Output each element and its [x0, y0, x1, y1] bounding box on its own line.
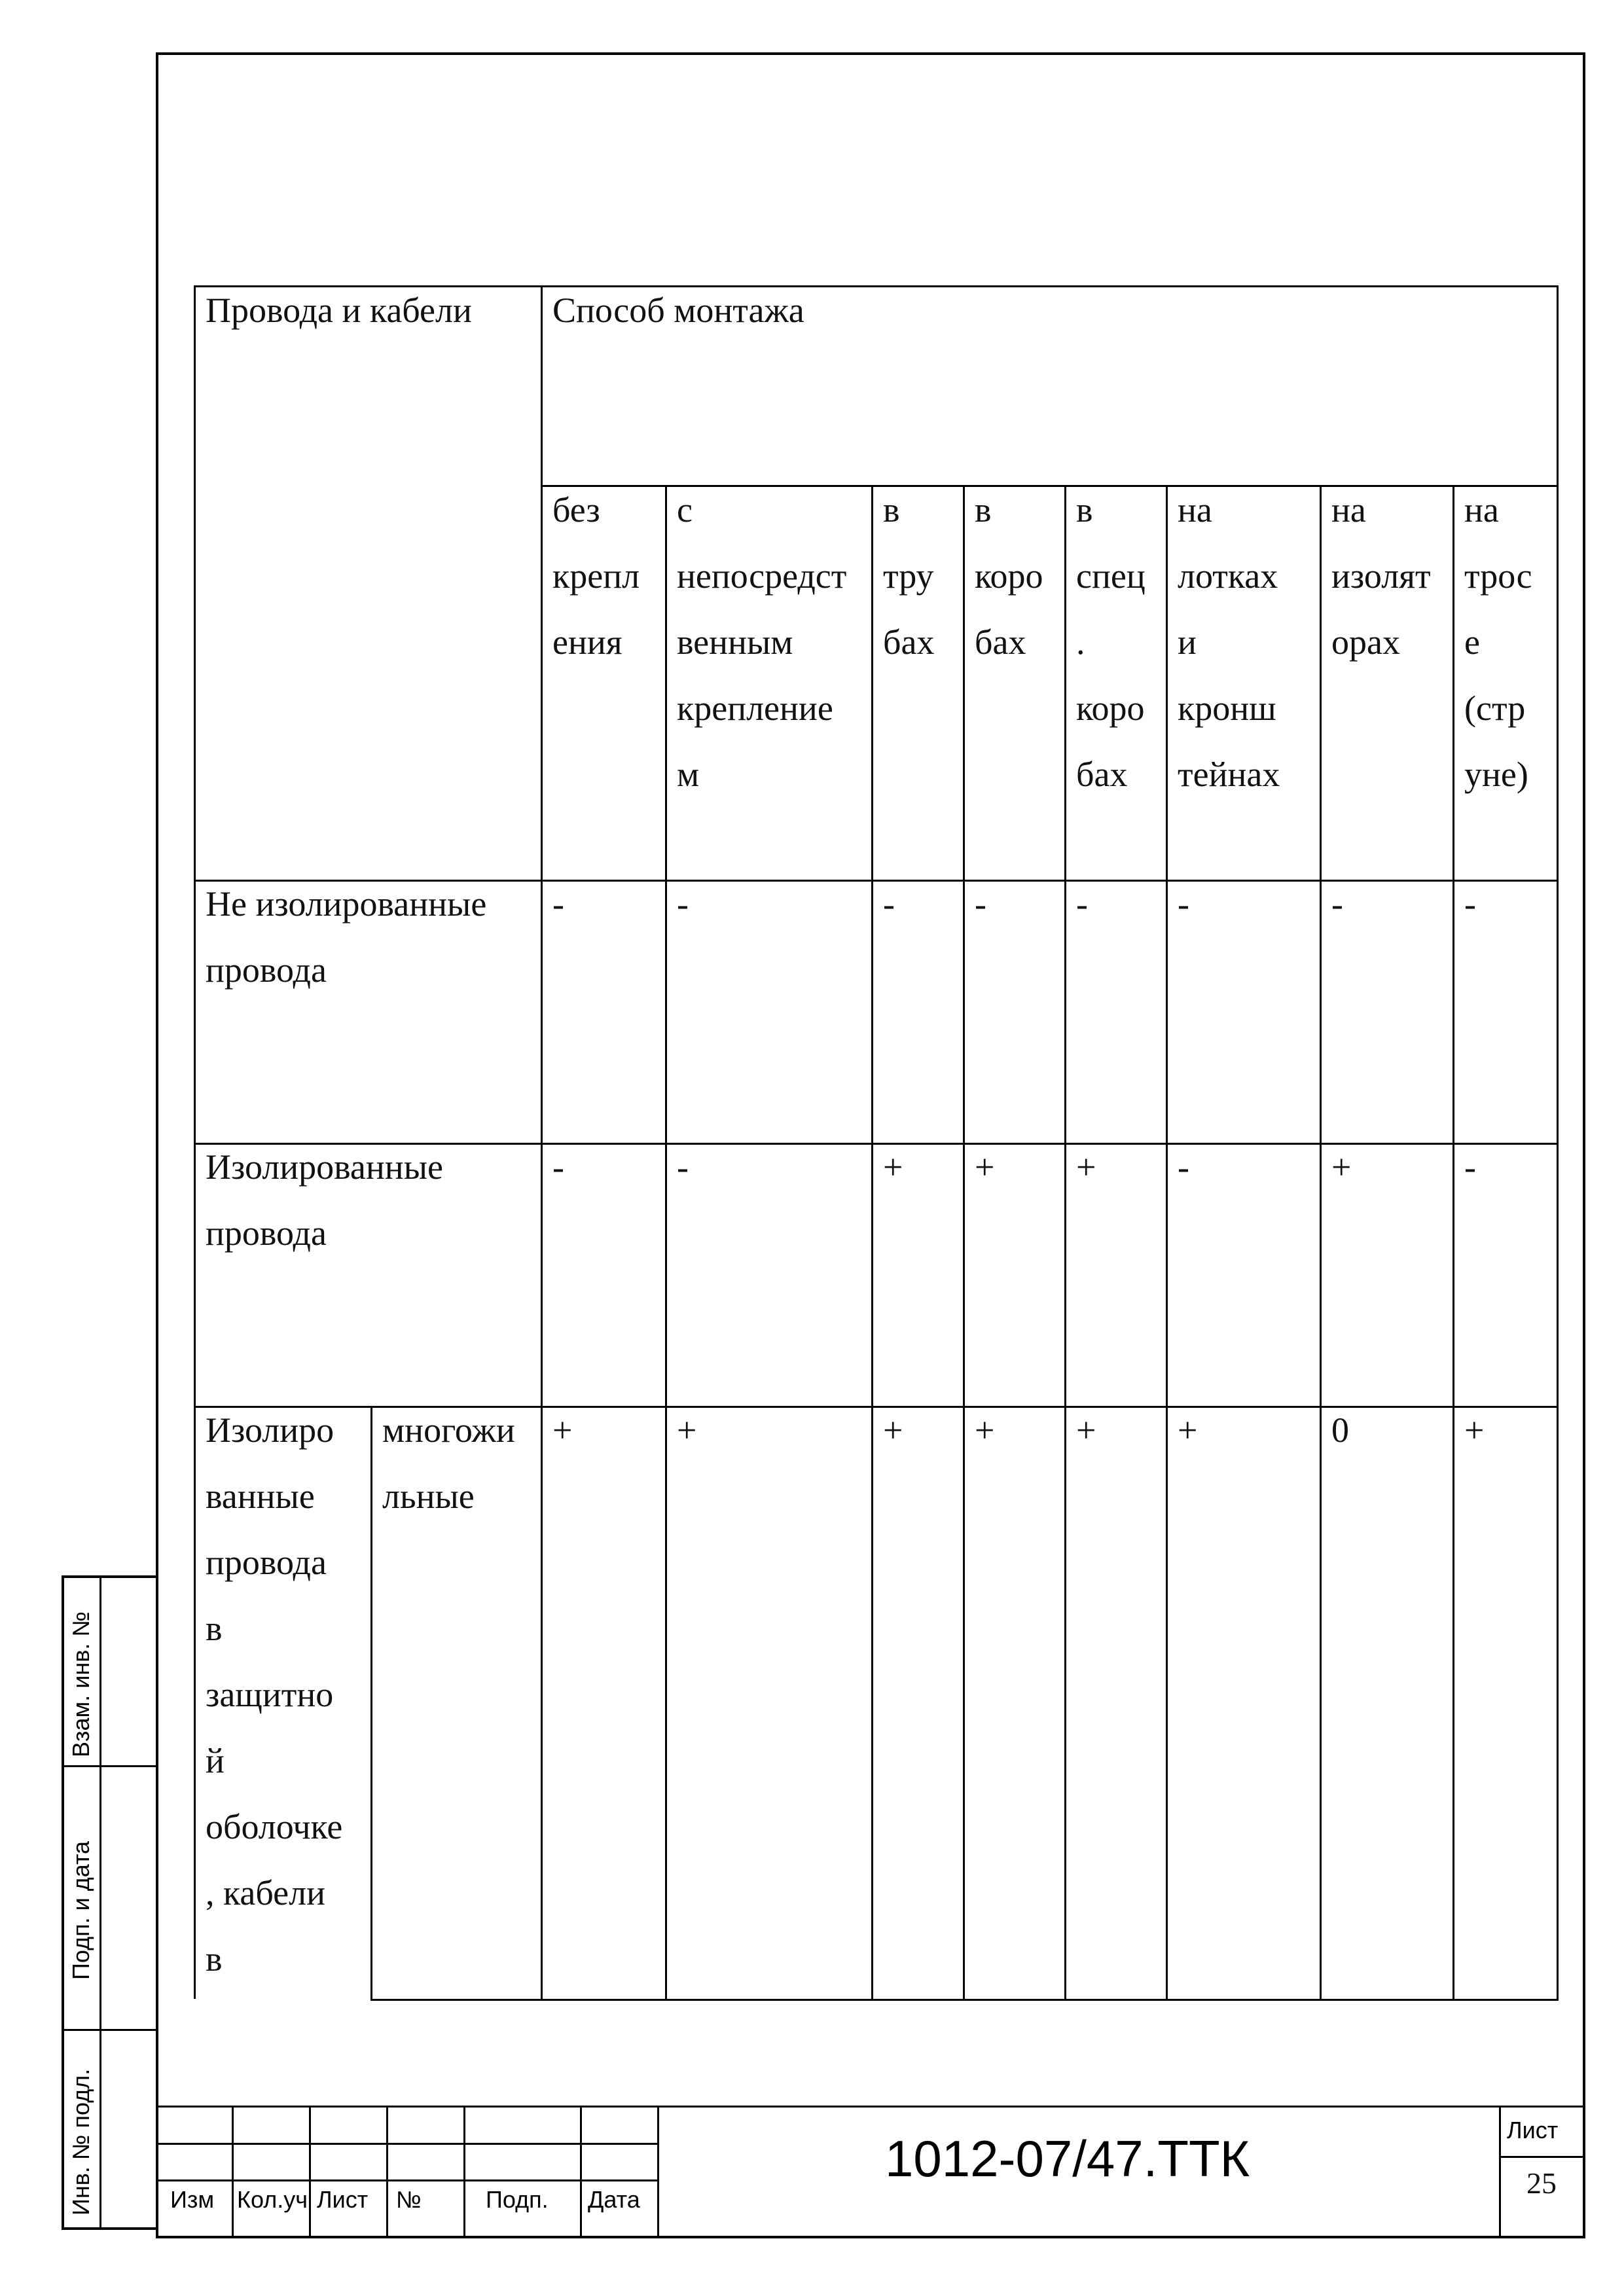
- method-header-2-line: венным: [677, 622, 793, 662]
- row-2-value-col-2: -: [677, 1147, 689, 1187]
- side-label-sign-date: Подп. и дата: [67, 1840, 94, 1980]
- sheet-label: Лист: [1507, 2117, 1559, 2144]
- method-header-8-line: е: [1464, 622, 1480, 662]
- method-header-3-line: в: [883, 490, 900, 529]
- row-3-value-col-5: +: [1076, 1410, 1096, 1450]
- method-header-5-line: в: [1076, 490, 1093, 529]
- row-2-value-col-8: -: [1464, 1147, 1476, 1187]
- table-line-col3: [963, 485, 965, 2000]
- method-header-5-line: коро: [1076, 689, 1145, 728]
- method-header-2-line: непосредст: [677, 556, 847, 596]
- method-header-1-line: без: [552, 490, 600, 529]
- method-header-5-line: бах: [1076, 755, 1128, 794]
- row-2-value-col-3: +: [883, 1147, 903, 1187]
- header-wires-label: Провода и кабели: [206, 291, 472, 330]
- row-1-label-line: Не изолированные: [206, 884, 487, 924]
- row-3-value-col-1: +: [552, 1410, 573, 1450]
- method-header-7-line: на: [1331, 490, 1366, 529]
- title-block-top: [156, 2106, 1585, 2108]
- row-3-value-col-6: +: [1178, 1410, 1198, 1450]
- method-header-5-line: спец: [1076, 556, 1146, 596]
- row-2-value-col-4: +: [975, 1147, 995, 1187]
- method-header-8-line: (стр: [1464, 689, 1526, 728]
- method-header-6-line: на: [1178, 490, 1212, 529]
- method-header-1-line: крепл: [552, 556, 640, 596]
- method-header-5-line: .: [1076, 622, 1085, 662]
- col-label-sheet: Лист: [317, 2186, 369, 2213]
- side-label-replace-inv: Взам. инв. №: [67, 1611, 94, 1757]
- row-2-value-col-7: +: [1331, 1147, 1352, 1187]
- col-label-signature: Подп.: [486, 2186, 549, 2213]
- row-3-label-line: защитно: [206, 1675, 334, 1714]
- header-method-label: Способ монтажа: [552, 291, 804, 330]
- row-1-value-col-3: -: [883, 884, 895, 924]
- method-header-8-line: трос: [1464, 556, 1532, 596]
- row-1-value-col-1: -: [552, 884, 564, 924]
- side-stamp-divider-2: [62, 2029, 156, 2031]
- method-header-6-line: и: [1178, 622, 1197, 662]
- method-header-6-line: лотках: [1178, 556, 1278, 596]
- row-3-label-line: в: [206, 1939, 223, 1979]
- row-3-label-line: оболочке: [206, 1807, 343, 1846]
- row-2-value-col-6: -: [1178, 1147, 1189, 1187]
- method-header-8-line: на: [1464, 490, 1499, 529]
- row-1-value-col-6: -: [1178, 884, 1189, 924]
- title-col-2: [309, 2106, 311, 2236]
- title-col-5: [580, 2106, 582, 2236]
- row-3-value-col-4: +: [975, 1410, 995, 1450]
- method-header-2-line: крепление: [677, 689, 833, 728]
- method-header-4-line: бах: [975, 622, 1026, 662]
- method-header-4-line: в: [975, 490, 992, 529]
- method-header-7-line: орах: [1331, 622, 1400, 662]
- row-3-label-line: й: [206, 1741, 225, 1780]
- method-header-1-line: ения: [552, 622, 623, 662]
- title-col-4: [463, 2106, 465, 2236]
- row-2-label-line: Изолированные: [206, 1147, 443, 1187]
- document-code: 1012-07/47.ТТК: [885, 2130, 1250, 2187]
- method-header-8-line: уне): [1464, 755, 1528, 794]
- row-1-value-col-7: -: [1331, 884, 1343, 924]
- row-3-sublabel-line: льные: [382, 1477, 475, 1516]
- method-header-2-line: с: [677, 490, 693, 529]
- method-header-6-line: кронш: [1178, 689, 1276, 728]
- row-3-label-line: Изолиро: [206, 1410, 334, 1450]
- col-label-change: Изм: [170, 2186, 215, 2213]
- method-header-4-line: коро: [975, 556, 1043, 596]
- row-3-label-line: провода: [206, 1543, 327, 1582]
- row-3-value-col-3: +: [883, 1410, 903, 1450]
- title-col-6: [657, 2106, 659, 2236]
- col-label-qty: Кол.уч: [237, 2186, 308, 2213]
- row-1-label-line: провода: [206, 950, 327, 990]
- side-stamp-top: [62, 1575, 156, 1577]
- row-1-value-col-4: -: [975, 884, 986, 924]
- row-2-value-col-5: +: [1076, 1147, 1096, 1187]
- row-3-value-col-7: 0: [1331, 1410, 1349, 1450]
- col-label-number: №: [396, 2186, 422, 2213]
- method-header-7-line: изолят: [1331, 556, 1431, 596]
- row-3-value-col-2: +: [677, 1410, 697, 1450]
- method-header-3-line: бах: [883, 622, 935, 662]
- side-stamp-col-divider: [99, 1575, 101, 2230]
- row-2-value-col-1: -: [552, 1147, 564, 1187]
- side-stamp-divider-1: [62, 1765, 156, 1767]
- row-2-label-line: провода: [206, 1213, 327, 1253]
- row-1-value-col-5: -: [1076, 884, 1088, 924]
- row-3-label-line: в: [206, 1609, 223, 1648]
- title-col-1: [232, 2106, 234, 2236]
- title-col-3: [386, 2106, 388, 2236]
- row-1-value-col-8: -: [1464, 884, 1476, 924]
- side-label-orig-inv: Инв. № подл.: [67, 2068, 94, 2215]
- sheet-box-left: [1499, 2106, 1501, 2236]
- row-3-label-line: , кабели: [206, 1873, 325, 1912]
- row-3-label-line: ванные: [206, 1477, 315, 1516]
- method-header-6-line: тейнах: [1178, 755, 1280, 794]
- sheet-number: 25: [1526, 2166, 1557, 2200]
- row-3-value-col-8: +: [1464, 1410, 1485, 1450]
- col-label-date: Дата: [588, 2186, 640, 2213]
- row-3-sublabel-line: многожи: [382, 1410, 515, 1450]
- method-header-3-line: тру: [883, 556, 934, 596]
- method-header-2-line: м: [677, 755, 700, 794]
- row-1-value-col-2: -: [677, 884, 689, 924]
